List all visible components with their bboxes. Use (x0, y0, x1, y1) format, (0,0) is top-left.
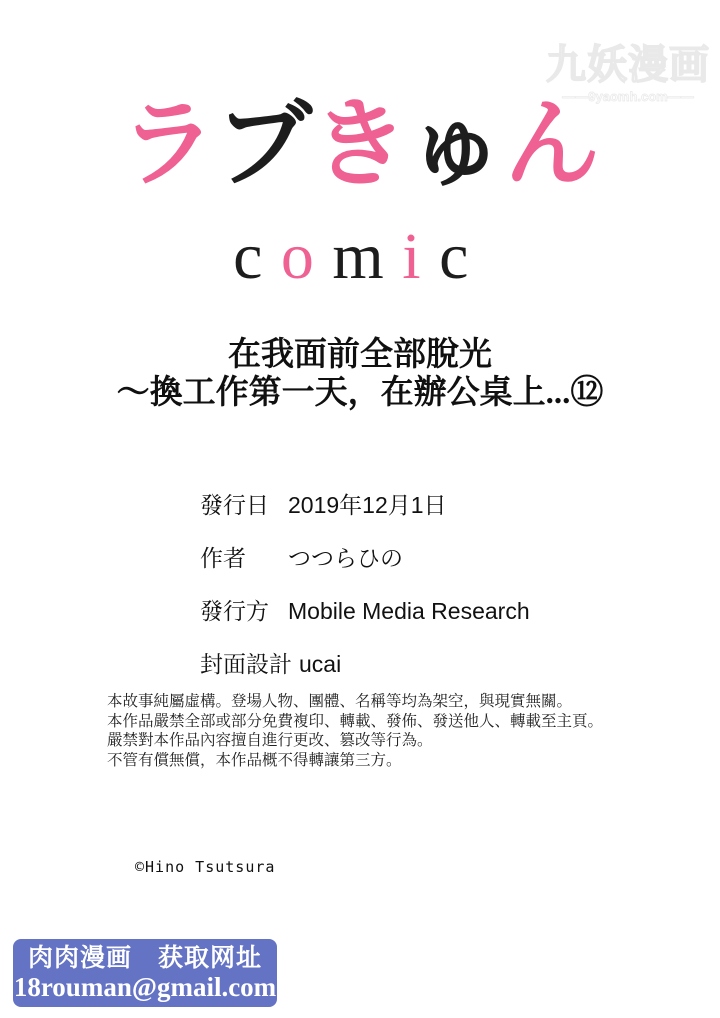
credit-value-author: つつらひの (288, 545, 403, 571)
credit-label-cover-design: 封面設計 (200, 651, 292, 677)
logo-word-char: c (439, 220, 487, 293)
publisher-logo-kana (0, 72, 720, 216)
logo-word-char: c (233, 220, 281, 293)
uploader-badge-email: 18rouman@gmail.com (13, 971, 277, 1002)
series-title (0, 336, 720, 412)
credit-row-publisher (200, 600, 530, 623)
credit-row-author (200, 547, 530, 570)
credit-value-publish-date: 2019年12月1日 (288, 492, 447, 518)
disclaimer-line: 本故事純屬虛構。登場人物、團體、名稱等均為架空，與現實無關。 (107, 693, 573, 710)
credit-value-cover-design: ucai (299, 651, 342, 677)
copyright-notice: ©Hino Tsutsura (135, 858, 276, 876)
credits-list (200, 494, 530, 706)
uploader-badge (13, 939, 277, 1007)
disclaimer-line: 嚴禁對本作品內容擅自進行更改、篡改等行為。 (107, 732, 433, 749)
series-title-line-1: 在我面前全部脫光 (228, 337, 492, 373)
watermark-title: 九妖漫画 (546, 43, 710, 87)
logo-kana-char: き (312, 88, 408, 200)
disclaimer-line: 本作品嚴禁全部或部分免費複印、轉載、發佈、發送他人、轉載至主頁。 (107, 712, 604, 730)
logo-word-char: i (402, 220, 440, 293)
credit-row-publish-date (200, 494, 530, 517)
logo-kana-char: ゅ (408, 88, 504, 200)
credit-label-author: 作者 (200, 545, 246, 571)
credit-value-publisher: Mobile Media Research (288, 598, 530, 624)
publisher-logo-word (0, 220, 720, 293)
legal-disclaimer (107, 692, 603, 770)
series-title-line-2: ～換工作第一天，在辦公桌上...⑫ (116, 375, 604, 411)
logo-kana-char: ん (504, 88, 600, 200)
watermark-domain: ——9yaomh.com—— (562, 89, 694, 104)
logo-word-char: m (332, 220, 403, 293)
credit-label-publisher: 發行方 (200, 598, 269, 624)
uploader-badge-site-name: 肉肉漫画 获取网址 (27, 944, 262, 972)
logo-kana-char: ラ (120, 88, 216, 200)
credit-label-publish-date: 發行日 (200, 492, 269, 518)
credit-row-cover-design (200, 653, 530, 676)
disclaimer-line: 不管有償無償，本作品概不得轉讓第三方。 (107, 751, 402, 769)
logo-word-char: o (280, 220, 333, 293)
logo-kana-char: ブ (216, 88, 312, 200)
